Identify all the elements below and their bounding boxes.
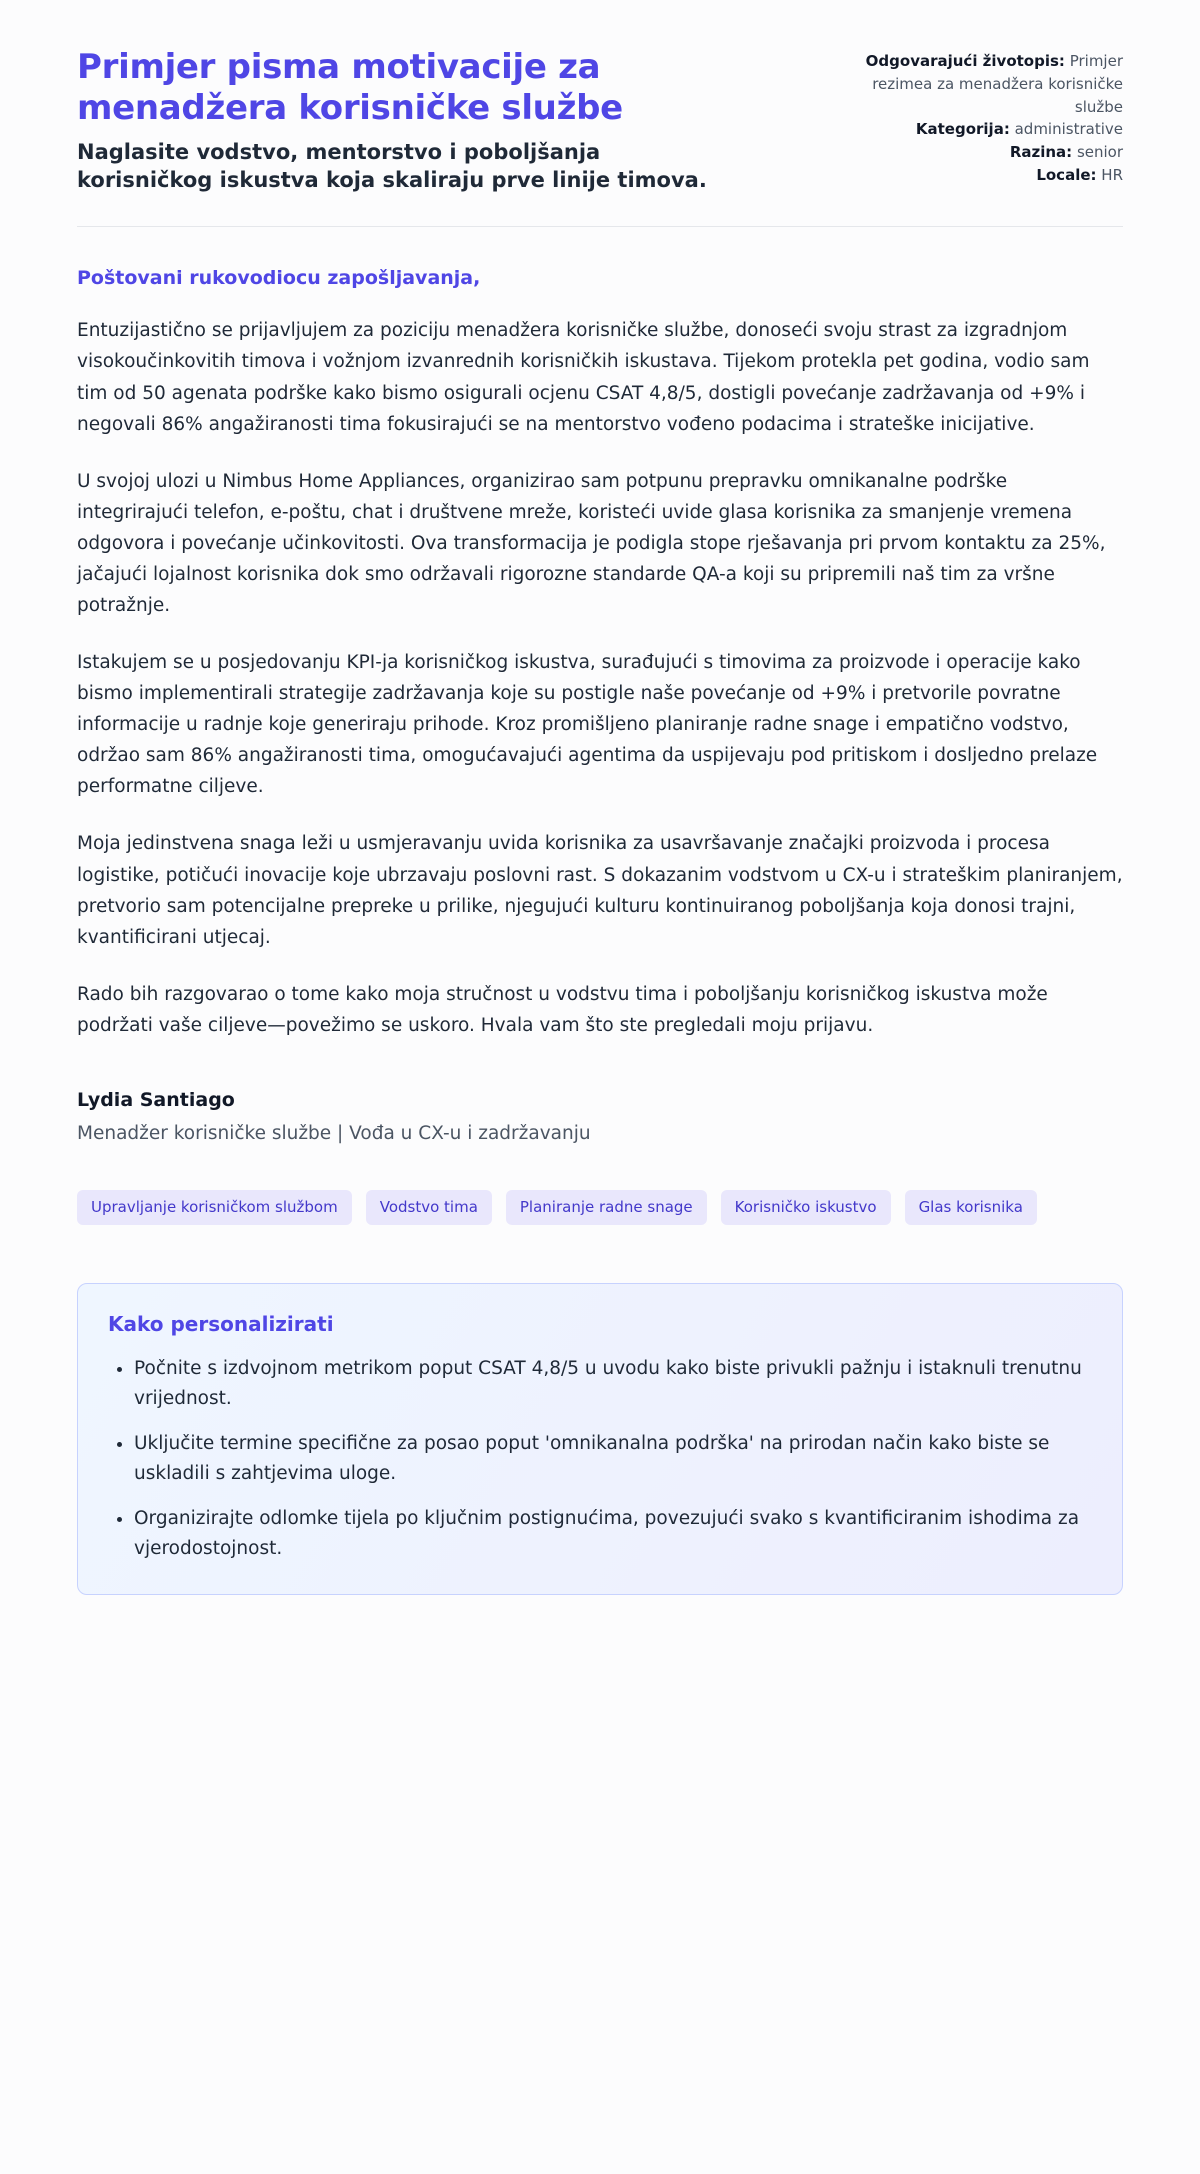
callout-bullet-1: • Počnite s izdvojnom metrikom poput CSAT 4,8/5 u uvodu kako biste privukli pažnju i istaknuli trenutnu vrijednost. <box>134 1354 1092 1413</box>
meta-category-value: administrative <box>1014 120 1123 139</box>
letter-paragraph-2: U svojoj ulozi u Nimbus Home Appliances, organizirao sam potpunu prepravku omnikanalne podrške integrirajući telefon, e-poštu, chat i društvene mreže, koristeći uvide glasa korisnika za smanjenje vremena odgovora i povećanje učinkovitosti. Ova transformacija je podigla stope rješavanja pri prvom kontaktu za 25%, jačajući lojalnost korisnika dok smo održavali rigorozne standarde QA-a koji su pripremili naš tim za vršne potražnje. <box>77 470 1106 616</box>
meta-block <box>865 47 1123 187</box>
cover-letter-page <box>77 0 1123 1715</box>
tag-customer-experience: Korisničko iskustvo <box>721 1190 891 1225</box>
letter-paragraph-1: Entuzijastično se prijavljujem za poziciju menadžera korisničke službe, donoseći svoju strast za izgradnjom visokoučinkovitih timova i vožnjom izvanrednih korisničkih iskustava. Tijekom protekla pet godina, vodio sam tim od 50 agenata podrške kako bismo osigurali ocjenu CSAT 4,8/5, dostigli povećanje zadržavanja od +9% i negovali 86% angažiranosti tima fokusirajući se na mentorstvo vođeno podacima i strateške inicijative. <box>77 320 1090 435</box>
signature-title: Menadžer korisničke službe | Vođa u CX-u i zadržavanju <box>77 1122 591 1144</box>
meta-matching-resume-label: Odgovarajući životopis: <box>865 52 1065 70</box>
callout-bullet-2: • Uključite termine specifične za posao poput 'omnikanalna podrška' na prirodan način kako biste se uskladili s zahtjevima uloge. <box>134 1429 1092 1488</box>
skill-tags <box>77 1190 1123 1225</box>
letter-greeting: Poštovani rukovodiocu zapošljavanja, <box>77 267 481 290</box>
signature-block <box>77 1089 1123 1144</box>
meta-level-label: Razina: <box>1009 143 1073 162</box>
meta-category-label: Kategorija: <box>915 120 1010 139</box>
callout-bullet-3: • Organizirajte odlomke tijela po ključnim postignućima, povezujući svako s kvantificiranim ishodima za vjerodostojnost. <box>134 1504 1092 1563</box>
tag-voice-of-customer: Glas korisnika <box>905 1190 1037 1225</box>
tag-team-leadership: Vodstvo tima <box>366 1190 492 1225</box>
signature-name: Lydia Santiago <box>77 1088 235 1111</box>
meta-locale-label: Locale: <box>1036 165 1097 184</box>
letter-body <box>77 267 1123 1594</box>
tag-customer-service-management: Upravljanje korisničkom službom <box>77 1190 352 1225</box>
meta-level <box>865 141 1123 164</box>
meta-matching-resume-value: Primjer rezimea za menadžera korisničke službe <box>872 52 1123 116</box>
tag-workforce-planning: Planiranje radne snage <box>506 1190 707 1225</box>
letter-paragraph-3: Istakujem se u posjedovanju KPI-ja korisničkog iskustva, surađujući s timovima za proizvode i operacije kako bismo implementirali strategije zadržavanja koje su postigle naše povećanje od +9% i pretvorile povratne informacije u radnje koje generiraju prihode. Kroz promišljeno planiranje radne snage i empatično vodstvo, održao sam 86% angažiranosti tima, omogućavajući agentima da uspijevaju pod pritiskom i dosljedno prelaze performatne ciljeve. <box>77 652 1098 798</box>
header <box>77 47 1123 194</box>
page-title: Primjer pisma motivacije za menadžera korisničke službe <box>77 47 623 129</box>
header-titles <box>77 47 717 194</box>
header-divider <box>77 226 1123 227</box>
page-subtitle: Naglasite vodstvo, mentorstvo i poboljšanja korisničkog iskustva koja skaliraju prve linije timova. <box>77 139 707 192</box>
callout-bullet-list <box>108 1354 1092 1564</box>
meta-matching-resume <box>865 50 1123 118</box>
personalization-callout <box>77 1283 1123 1595</box>
meta-category <box>865 118 1123 141</box>
letter-paragraph-5: Rado bih razgovarao o tome kako moja stručnost u vodstvu tima i poboljšanju korisničkog iskustva može podržati vaše ciljeve—povežimo se uskoro. Hvala vam što ste pregledali moju prijavu. <box>77 983 1048 1036</box>
letter-paragraph-4: Moja jedinstvena snaga leži u usmjeravanju uvida korisnika za usavršavanje značajki proizvoda i procesa logistike, potičući inovacije koje ubrzavaju poslovni rast. S dokazanim vodstvom u CX-u i strateškim planiranjem, pretvorio sam potencijalne prepreke u prilike, njegujući kulturu kontinuiranog poboljšanja koja donosi trajni, kvantificirani utjecaj. <box>77 833 1123 948</box>
meta-locale <box>865 164 1123 187</box>
meta-locale-value: HR <box>1101 165 1123 184</box>
callout-title: Kako personalizirati <box>108 1311 334 1336</box>
meta-level-value: senior <box>1076 143 1123 162</box>
